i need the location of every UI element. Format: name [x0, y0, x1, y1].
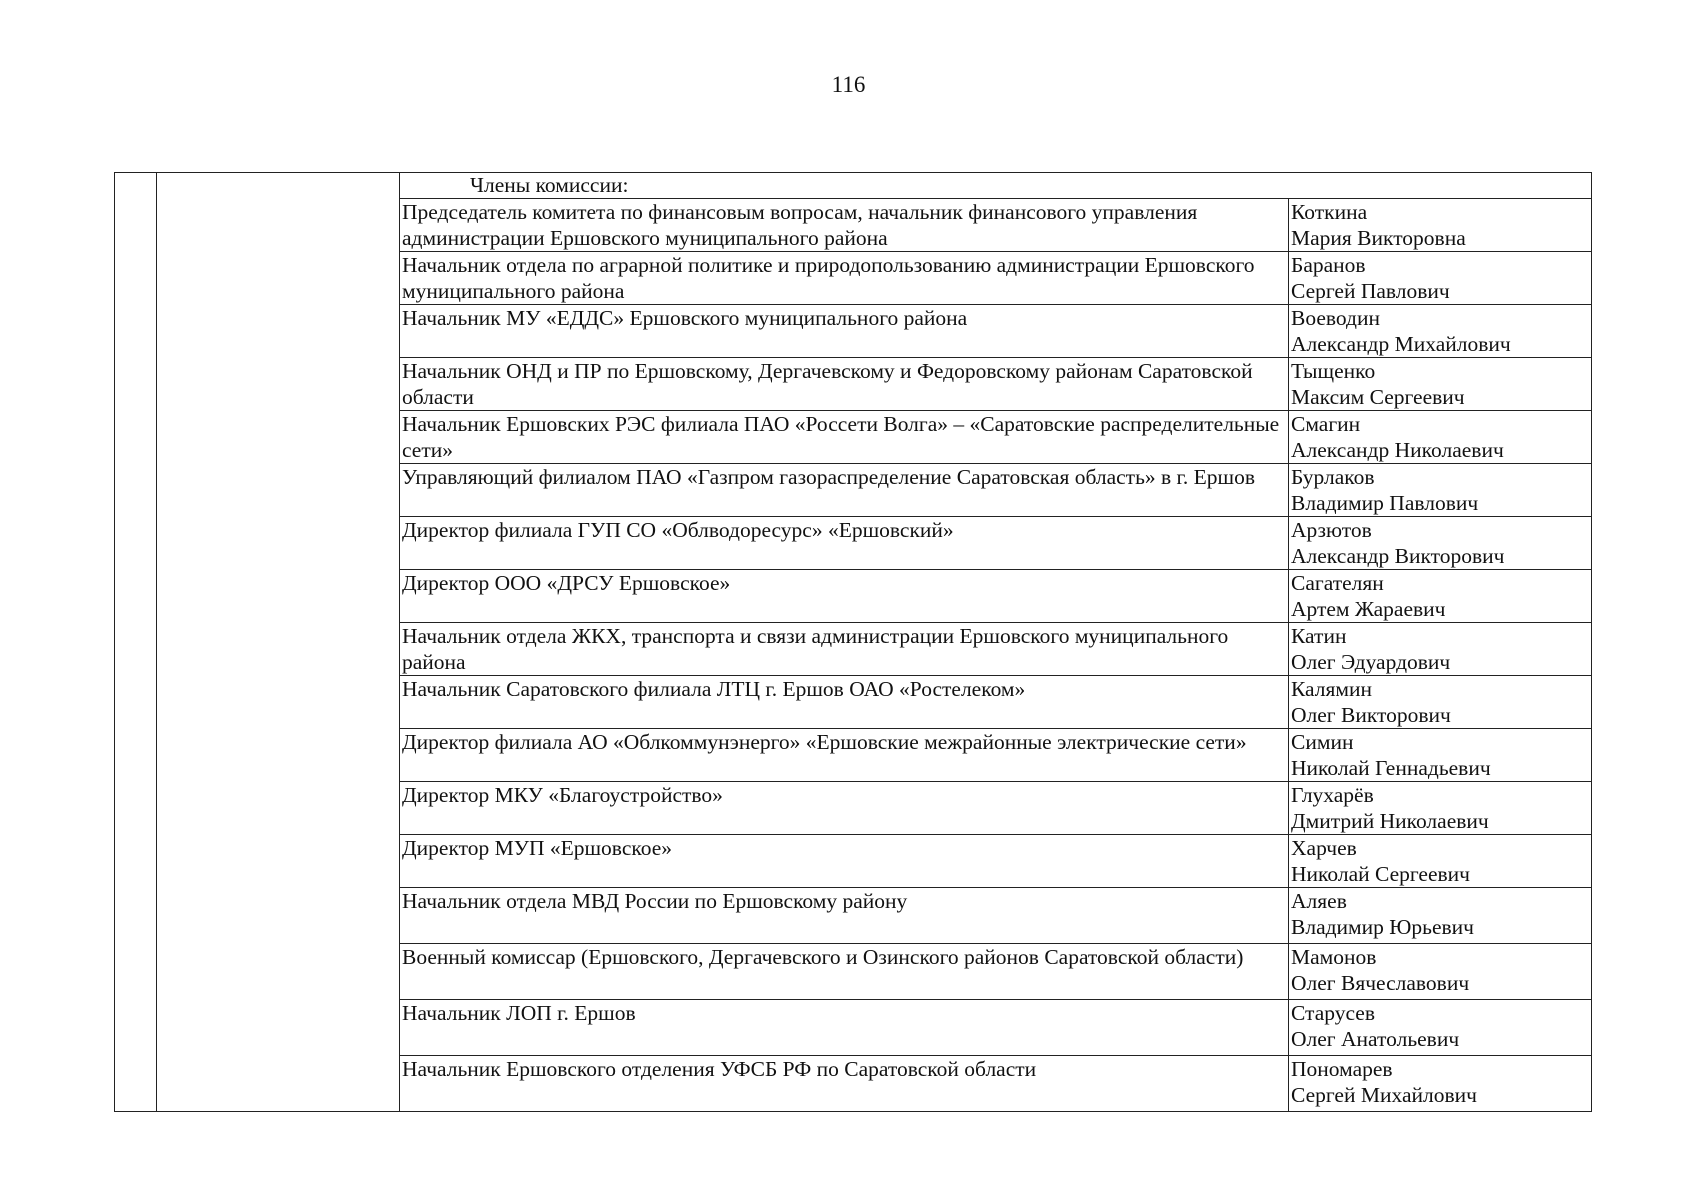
member-given-names: Артем Жараевич — [1291, 597, 1446, 621]
number-column-cell — [115, 173, 157, 1112]
member-surname: Сагателян — [1291, 571, 1384, 595]
member-surname: Мамонов — [1291, 945, 1377, 969]
member-given-names: Дмитрий Николаевич — [1291, 809, 1489, 833]
member-name — [1289, 358, 1592, 411]
member-surname: Воеводин — [1291, 306, 1380, 330]
member-position: Председатель комитета по финансовым вопросам, начальник финансового управления администрации Ершовского муниципального района — [400, 199, 1289, 252]
member-surname: Харчев — [1291, 836, 1357, 860]
member-name — [1289, 676, 1592, 729]
member-position: Управляющий филиалом ПАО «Газпром газораспределение Саратовская область» в г. Ершов — [400, 464, 1289, 517]
member-position: Начальник МУ «ЕДДС» Ершовского муниципального района — [400, 305, 1289, 358]
member-given-names: Николай Геннадьевич — [1291, 756, 1491, 780]
member-position: Начальник отдела ЖКХ, транспорта и связи администрации Ершовского муниципального района — [400, 623, 1289, 676]
member-given-names: Александр Викторович — [1291, 544, 1505, 568]
member-given-names: Владимир Юрьевич — [1291, 915, 1474, 939]
member-surname: Старусев — [1291, 1001, 1375, 1025]
member-name — [1289, 199, 1592, 252]
members-header: Члены комиссии: — [400, 173, 1592, 199]
member-surname: Баранов — [1291, 253, 1366, 277]
member-position: Директор филиала АО «Облкоммунэнерго» «Ершовские межрайонные электрические сети» — [400, 729, 1289, 782]
member-position: Директор МУП «Ершовское» — [400, 835, 1289, 888]
member-name — [1289, 782, 1592, 835]
member-name — [1289, 1000, 1592, 1056]
member-name — [1289, 411, 1592, 464]
member-name — [1289, 835, 1592, 888]
member-surname: Арзютов — [1291, 518, 1372, 542]
member-name — [1289, 944, 1592, 1000]
member-position: Директор филиала ГУП СО «Облводоресурс» «Ершовский» — [400, 517, 1289, 570]
member-given-names: Олег Эдуардович — [1291, 650, 1451, 674]
member-position: Начальник отдела МВД России по Ершовскому району — [400, 888, 1289, 944]
commission-members-table — [114, 172, 1592, 1112]
member-position: Начальник ОНД и ПР по Ершовскому, Дергачевскому и Федоровскому районам Саратовской области — [400, 358, 1289, 411]
member-given-names: Олег Анатольевич — [1291, 1027, 1460, 1051]
member-given-names: Максим Сергеевич — [1291, 385, 1465, 409]
member-given-names: Александр Николаевич — [1291, 438, 1504, 462]
member-surname: Коткина — [1291, 200, 1368, 224]
member-given-names: Олег Викторович — [1291, 703, 1451, 727]
member-name — [1289, 464, 1592, 517]
member-name — [1289, 252, 1592, 305]
member-given-names: Николай Сергеевич — [1291, 862, 1470, 886]
member-surname: Пономарев — [1291, 1057, 1393, 1081]
member-given-names: Сергей Павлович — [1291, 279, 1450, 303]
page-number: 116 — [831, 72, 866, 97]
member-surname: Катин — [1291, 624, 1347, 648]
member-given-names: Олег Вячеславович — [1291, 971, 1470, 995]
member-given-names: Владимир Павлович — [1291, 491, 1479, 515]
member-position: Начальник ЛОП г. Ершов — [400, 1000, 1289, 1056]
member-name — [1289, 888, 1592, 944]
member-name — [1289, 729, 1592, 782]
member-surname: Аляев — [1291, 889, 1347, 913]
member-position: Военный комиссар (Ершовского, Дергачевского и Озинского районов Саратовской области) — [400, 944, 1289, 1000]
section-column-cell — [157, 173, 400, 1112]
member-surname: Смагин — [1291, 412, 1361, 436]
member-surname: Глухарёв — [1291, 783, 1374, 807]
member-surname: Калямин — [1291, 677, 1373, 701]
member-given-names: Сергей Михайлович — [1291, 1083, 1477, 1107]
member-name — [1289, 305, 1592, 358]
member-position: Начальник Ершовских РЭС филиала ПАО «Россети Волга» – «Саратовские распределительные сети» — [400, 411, 1289, 464]
member-surname: Тыщенко — [1291, 359, 1376, 383]
member-name — [1289, 623, 1592, 676]
member-position: Директор МКУ «Благоустройство» — [400, 782, 1289, 835]
member-position: Начальник Ершовского отделения УФСБ РФ по Саратовской области — [400, 1056, 1289, 1112]
member-name — [1289, 570, 1592, 623]
table-header-row — [115, 173, 1592, 199]
member-surname: Бурлаков — [1291, 465, 1375, 489]
member-given-names: Александр Михайлович — [1291, 332, 1511, 356]
member-name — [1289, 1056, 1592, 1112]
member-position: Начальник отдела по аграрной политике и природопользованию администрации Ершовского муниципального района — [400, 252, 1289, 305]
member-position: Директор ООО «ДРСУ Ершовское» — [400, 570, 1289, 623]
member-name — [1289, 517, 1592, 570]
member-surname: Симин — [1291, 730, 1354, 754]
member-position: Начальник Саратовского филиала ЛТЦ г. Ершов ОАО «Ростелеком» — [400, 676, 1289, 729]
member-given-names: Мария Викторовна — [1291, 226, 1466, 250]
